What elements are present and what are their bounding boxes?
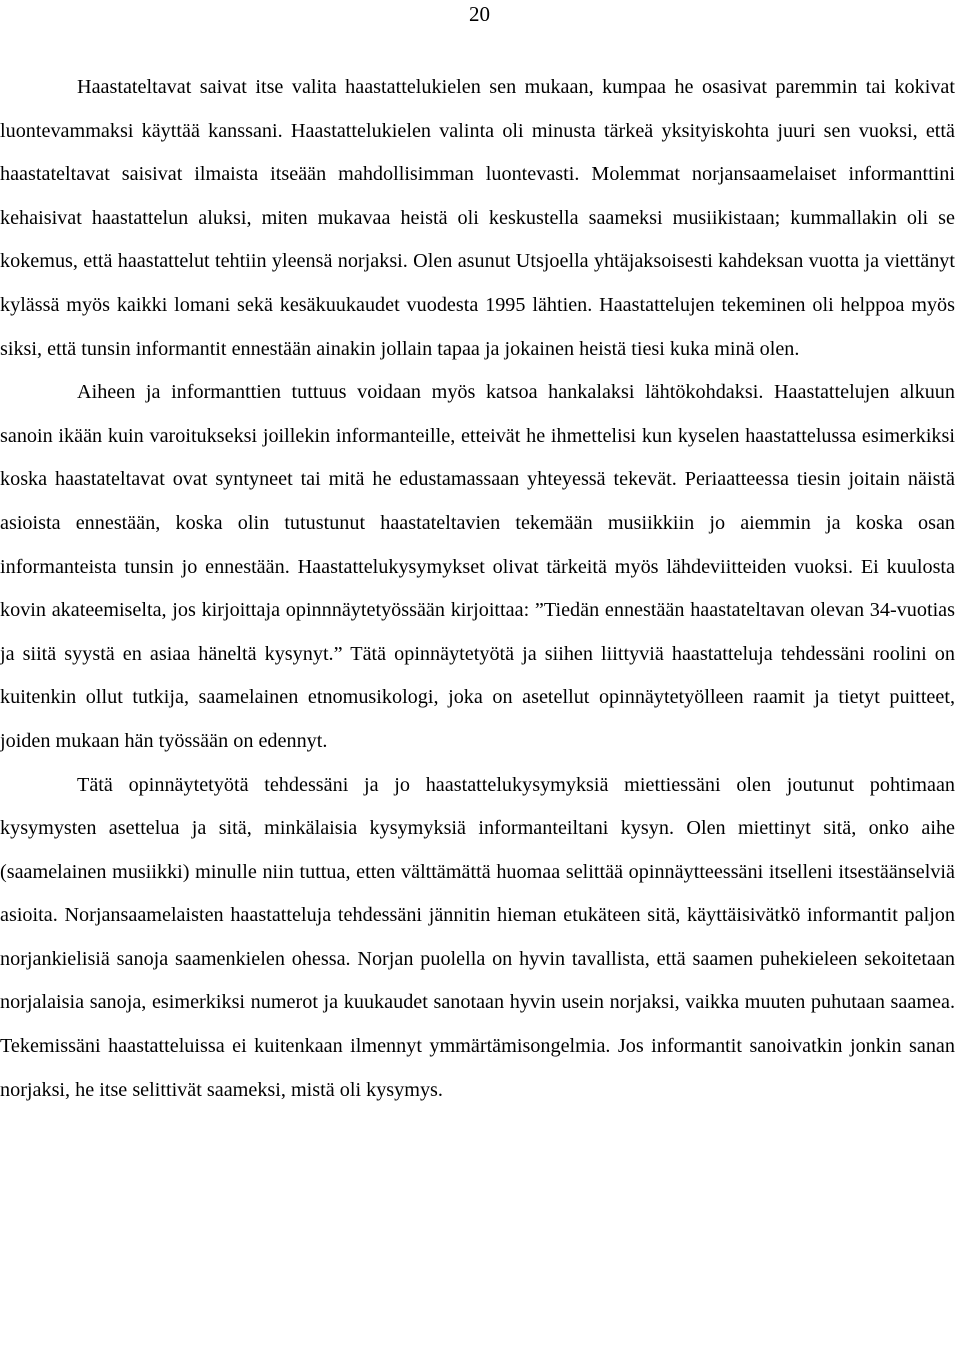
paragraph-2: Aiheen ja informanttien tuttuus voidaan myös katsoa hankalaksi lähtökohdaksi. Haastattelujen alkuun sanoin ikään kuin varoitukseksi joillekin informanteille, etteivät he ihmettelisi kun kyselen haastattelussa esimerkiksi koska haastateltavat ovat syntyneet tai mitä he edustamassaan yhteyessä tekevät. Periaatteessa tiesin joitain näistä asioista ennestään, koska olin tutustunut haastateltavien tekemään musiikkiin jo aiemmin ja koska osan informanteista tunsin jo ennestään. Haastattelukysymykset olivat tärkeitä myös lähdeviitteiden vuoksi. Ei kuulosta kovin akateemiselta, jos kirjoittaja opinnnäytetyössään kirjoittaa: ”Tiedän ennestään haastateltavan olevan 34-vuotias ja siitä syystä en asiaa häneltä kysynyt.” Tätä opinnäytetyötä ja siihen liittyviä haastatteluja tehdessäni roolini on kuitenkin ollut tutkija, saamelainen etnomusikologi, joka on asetellut opinnäytetyölleen raamit ja tietyt puitteet, joiden mukaan hän työssään on edennyt.	[0, 381, 955, 752]
paragraph-3: Tätä opinnäytetyötä tehdessäni ja jo haastattelukysymyksiä miettiessäni olen joutunut pohtimaan kysymysten asettelua ja sitä, minkälaisia kysymyksiä informanteiltani kysyn. Olen miettinyt sitä, onko aihe (saamelainen musiikki) minulle niin tuttua, etten välttämättä huomaa selittää opinnäytteessäni itselleni itsestäänselviä asioita. Norjansaamelaisten haastatteluja tehdessäni jännitin hieman etukäteen sitä, käyttäisivätkö informantit paljon norjankielisiä sanoja saamenkielen ohessa. Norjan puolella on hyvin tavallista, että saamen puhekieleen sekoitetaan norjalaisia sanoja, esimerkiksi numerot ja kuukaudet sanotaan hyvin usein norjaksi, vaikka muuten puhutaan saamea. Tekemissäni haastatteluissa ei kuitenkaan ilmennyt ymmärtämisongelmia. Jos informantit sanoivatkin jonkin sanan norjaksi, he itse selittivät saameksi, mistä oli kysymys.	[0, 773, 955, 1101]
document-body	[0, 66, 955, 1112]
page-number: 20	[469, 2, 490, 26]
paragraph-1: Haastateltavat saivat itse valita haastattelukielen sen mukaan, kumpaa he osasivat paremmin tai kokivat luontevammaksi käyttää kanssani. Haastattelukielen valinta oli minusta tärkeä yksityiskohta juuri sen vuoksi, että haastateltavat saisivat ilmaista itseään mahdollisimman luontevasti. Molemmat norjansaamelaiset informanttini kehaisivat haastattelun aluksi, miten mukavaa heistä oli keskustella saameksi musiikistaan; kummallakin oli se kokemus, että haastattelut tehtiin yleensä norjaksi. Olen asunut Utsjoella yhtäjaksoisesti kahdeksan vuotta ja viettänyt kylässä myös kaikki lomani sekä kesäkuukaudet vuodesta 1995 lähtien. Haastattelujen tekeminen oli helppoa myös siksi, että tunsin informantit ennestään ainakin jollain tapaa ja jokainen heistä tiesi kuka minä olen.	[0, 76, 955, 360]
